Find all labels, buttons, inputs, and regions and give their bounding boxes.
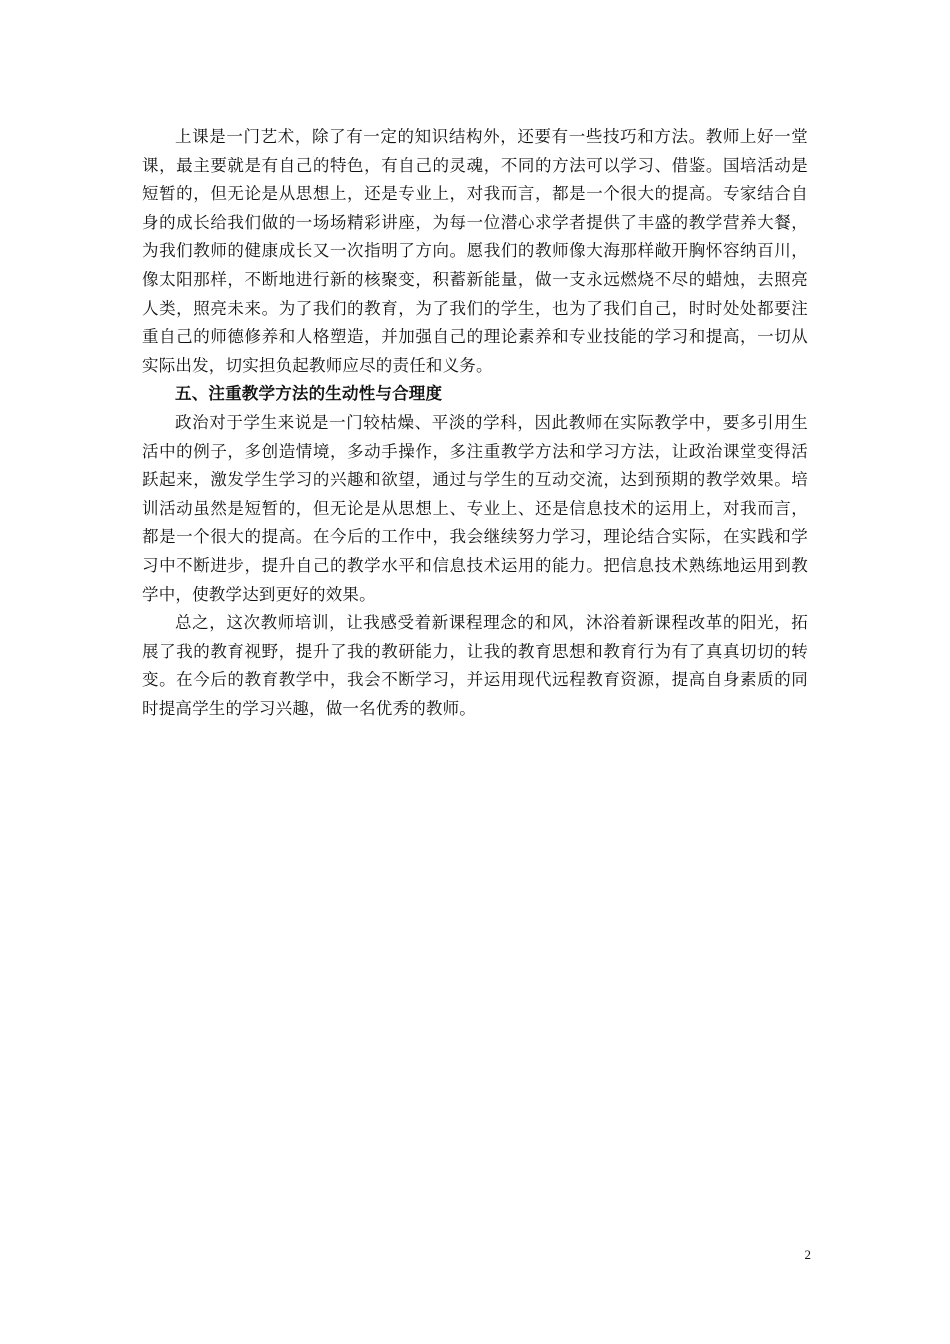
paragraph-politics-teaching: 政治对于学生来说是一门较枯燥、平淡的学科，因此教师在实际教学中，要多引用生活中的例子，多创造情境，多动手操作，多注重教学方法和学习方法，让政治课堂变得活跃起来，激发学生学习的兴趣和欲望，通过与学生的互动交流，达到预期的教学效果。培训活动虽然是短暂的，但无论是从思想上、专业上、还是信息技术的运用上，对我而言，都是一个很大的提高。在今后的工作中，我会继续努力学习，理论结合实际，在实践和学习中不断进步，提升自己的教学水平和信息技术运用的能力。把信息技术熟练地运用到教学中，使教学达到更好的效果。 [142, 412, 808, 604]
section-heading: 五、注重教学方法的生动性与合理度 [175, 384, 443, 404]
page-number: 2 [804, 1247, 811, 1262]
paragraph-teaching-art: 上课是一门艺术，除了有一定的知识结构外，还要有一些技巧和方法。教师上好一堂课，最主要就是有自己的特色，有自己的灵魂，不同的方法可以学习、借鉴。国培活动是短暂的，但无论是从思想上，还是专业上，对我而言，都是一个很大的提高。专家结合自身的成长给我们做的一场场精彩讲座，为每一位潜心求学者提供了丰盛的教学营养大餐，为我们教师的健康成长又一次指明了方向。愿我们的教师像大海那样敞开胸怀容纳百川，像太阳那样，不断地进行新的核聚变，积蓄新能量，做一支永远燃烧不尽的蜡烛，去照亮人类，照亮未来。为了我们的教育，为了我们的学生，也为了我们自己，时时处处都要注重自己的师德修养和人格塑造，并加强自己的理论素养和专业技能的学习和提高，一切从实际出发，切实担负起教师应尽的责任和义务。 [142, 127, 808, 375]
document-body [142, 123, 808, 723]
paragraph-conclusion: 总之，这次教师培训，让我感受着新课程理念的和风，沐浴着新课程改革的阳光，拓展了我的教育视野，提升了我的教研能力，让我的教育思想和教育行为有了真真切切的转变。在今后的教育教学中，我会不断学习，并运用现代远程教育资源，提高自身素质的同时提高学生的学习兴趣，做一名优秀的教师。 [142, 613, 808, 718]
